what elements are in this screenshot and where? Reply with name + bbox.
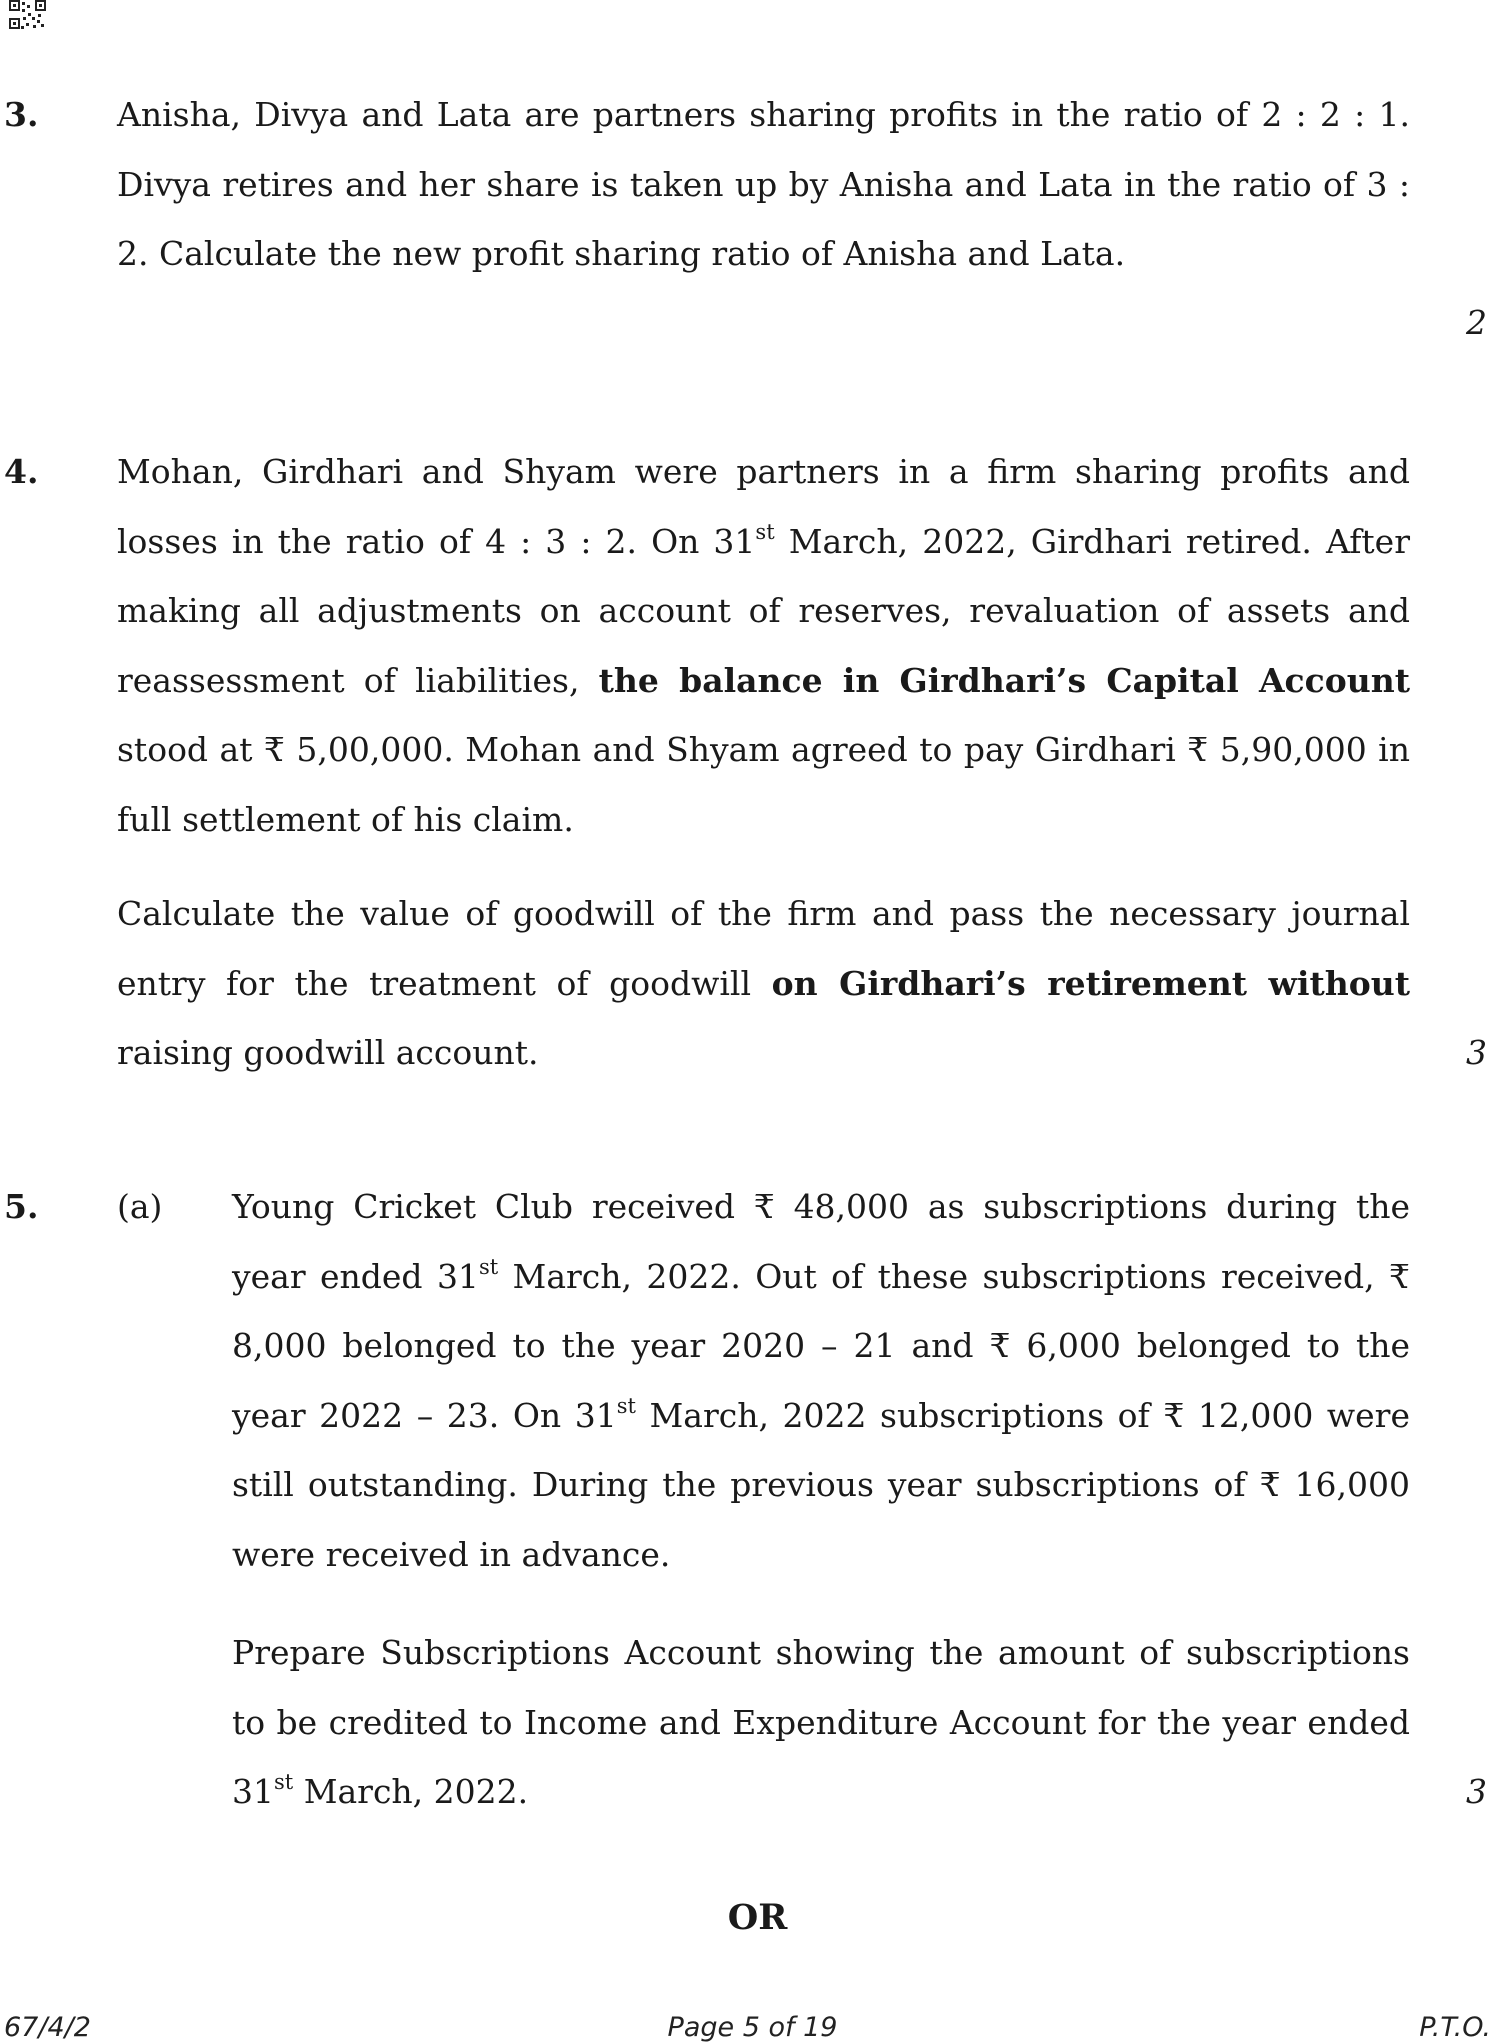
marks-label: 2 [1466, 303, 1487, 342]
question-number: 4. [4, 452, 39, 491]
paper-code: 67/4/2 [4, 2012, 91, 2043]
question-text-part: Mohan, Girdhari and Shyam were partners in a firm sharing profits and losses in the ratio of 4 : 3 : 2. On 31 [117, 452, 1410, 561]
emphasized-text: the balance in Girdhari’s Capital Account [598, 660, 1410, 700]
ordinal-suffix: st [274, 1770, 294, 1794]
question-text-part: raising goodwill account. [117, 1033, 539, 1072]
marks-label: 3 [1466, 1772, 1487, 1811]
question-paragraph-2 [232, 1618, 1410, 1827]
question-text-part: March, 2022 subscriptions of ₹ 12,000 were still outstanding. During the previous year subscriptions of ₹ 16,000 were received in advance. [232, 1395, 1410, 1574]
ordinal-suffix: st [478, 1254, 499, 1279]
ordinal-suffix: st [616, 1393, 636, 1418]
question-text-part: March, 2022. [293, 1772, 529, 1811]
emphasized-text: on Girdhari’s retirement without [771, 963, 1410, 1003]
sub-question-label: (a) [117, 1187, 163, 1226]
question-text-part: Prepare Subscriptions Account showing the amount of subscriptions to be credited to Income and Expenditure Account for the year ended 31 [232, 1633, 1410, 1811]
marks-label: 3 [1466, 1033, 1487, 1072]
pto-label: P.T.O. [1419, 2012, 1491, 2043]
page-number: Page 5 of 19 [667, 2012, 838, 2043]
or-separator: OR [727, 1897, 788, 1938]
question-text-part: stood at ₹ 5,00,000. Mohan and Shyam agreed to pay Girdhari ₹ 5,90,000 in full settlement of his claim. [117, 730, 1410, 839]
question-text-part: Young Cricket Club received ₹ 48,000 as subscriptions during the year ended 31 [232, 1187, 1410, 1296]
ordinal-suffix: st [755, 519, 775, 544]
qr-code-icon [8, 0, 48, 30]
question-text [117, 80, 1410, 289]
question-number: 5. [4, 1187, 39, 1226]
question-text-part: Calculate the value of goodwill of the firm and pass the necessary journal entry for the treatment of goodwill [117, 894, 1410, 1003]
question-number: 3. [4, 95, 39, 134]
question-paragraph-1 [232, 1172, 1410, 1589]
question-text-part: March, 2022. Out of these subscriptions received, ₹ 8,000 belonged to the year 2020 – 21 and ₹ 6,000 belonged to the year 2022 – 23. On 31 [232, 1256, 1410, 1435]
question-text-part: Anisha, Divya and Lata are partners sharing profits in the ratio of 2 : 2 : 1. Divya retires and her share is taken up by Anisha and Lata in the ratio of 3 : 2. Calculate the new profit sharing ratio of Anisha and Lata. [117, 95, 1410, 273]
question-text-part: March, 2022, Girdhari retired. After making all adjustments on account of reserves, revaluation of assets and reassessment of liabilities, [117, 521, 1410, 700]
question-paragraph-1 [117, 437, 1410, 854]
question-paragraph-2 [117, 879, 1410, 1088]
